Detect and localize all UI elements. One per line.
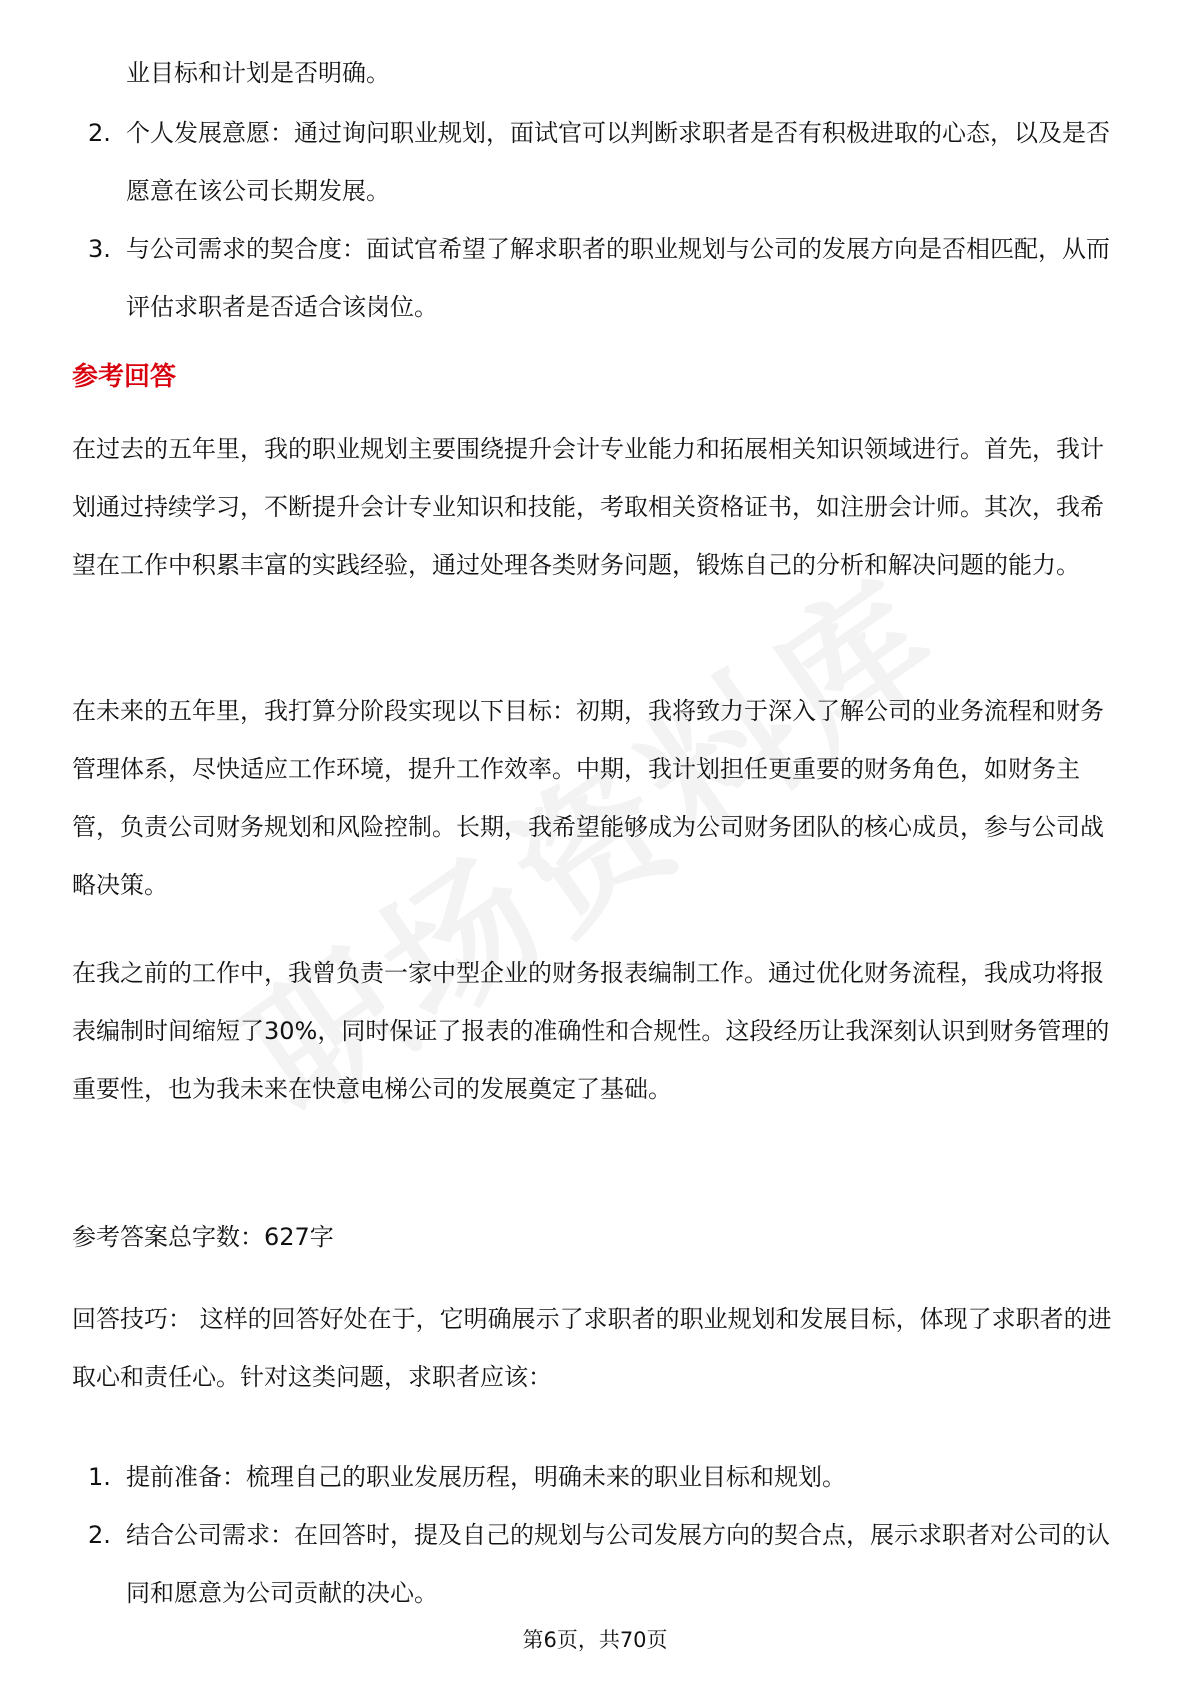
- list-item-text: 提前准备：梳理自己的职业发展历程，明确未来的职业目标和规划。: [126, 1463, 846, 1491]
- answer-paragraph: 在未来的五年里，我打算分阶段实现以下目标：初期，我将致力于深入了解公司的业务流程和财务管理体系，尽快适应工作环境，提升工作效率。中期，我计划担任更重要的财务角色，如财务主管，负责公司财务规划和风险控制。长期，我希望能够成为公司财务团队的核心成员，参与公司战略决策。: [72, 697, 1104, 899]
- top-numbered-list: [72, 104, 1122, 336]
- list-item-text: 与公司需求的契合度：面试官希望了解求职者的职业规划与公司的发展方向是否相匹配，从而评估求职者是否适合该岗位。: [126, 235, 1110, 321]
- bottom-numbered-list: [72, 1448, 1122, 1622]
- list-item-text: 结合公司需求：在回答时，提及自己的规划与公司发展方向的契合点，展示求职者对公司的认同和愿意为公司贡献的决心。: [126, 1521, 1110, 1607]
- list-item: [72, 1506, 1122, 1622]
- answer-tips: 回答技巧： 这样的回答好处在于，它明确展示了求职者的职业规划和发展目标，体现了求职者的进取心和责任心。针对这类问题，求职者应该：: [72, 1305, 1112, 1391]
- list-item-number: 2.: [88, 1521, 111, 1549]
- word-count: 参考答案总字数：627字: [72, 1223, 334, 1251]
- continued-list-item-text: 业目标和计划是否明确。: [126, 59, 390, 87]
- section-heading: 参考回答: [72, 362, 177, 392]
- list-item: [72, 104, 1122, 220]
- answer-paragraph: 在过去的五年里，我的职业规划主要围绕提升会计专业能力和拓展相关知识领域进行。首先，我计划通过持续学习，不断提升会计专业知识和技能，考取相关资格证书，如注册会计师。其次，我希望在工作中积累丰富的实践经验，通过处理各类财务问题，锻炼自己的分析和解决问题的能力。: [72, 435, 1104, 579]
- list-item-text: 个人发展意愿：通过询问职业规划，面试官可以判断求职者是否有积极进取的心态，以及是否愿意在该公司长期发展。: [126, 119, 1110, 205]
- list-item-number: 2.: [88, 119, 111, 147]
- answer-paragraph: 在我之前的工作中，我曾负责一家中型企业的财务报表编制工作。通过优化财务流程，我成功将报表编制时间缩短了30%，同时保证了报表的准确性和合规性。这段经历让我深刻认识到财务管理的重要性，也为我未来在快意电梯公司的发展奠定了基础。: [72, 959, 1110, 1103]
- list-item-number: 1.: [88, 1463, 111, 1491]
- list-item: [72, 220, 1122, 336]
- list-item: [72, 1448, 1122, 1506]
- list-item-number: 3.: [88, 235, 111, 263]
- page-number: 第6页，共70页: [522, 1628, 668, 1652]
